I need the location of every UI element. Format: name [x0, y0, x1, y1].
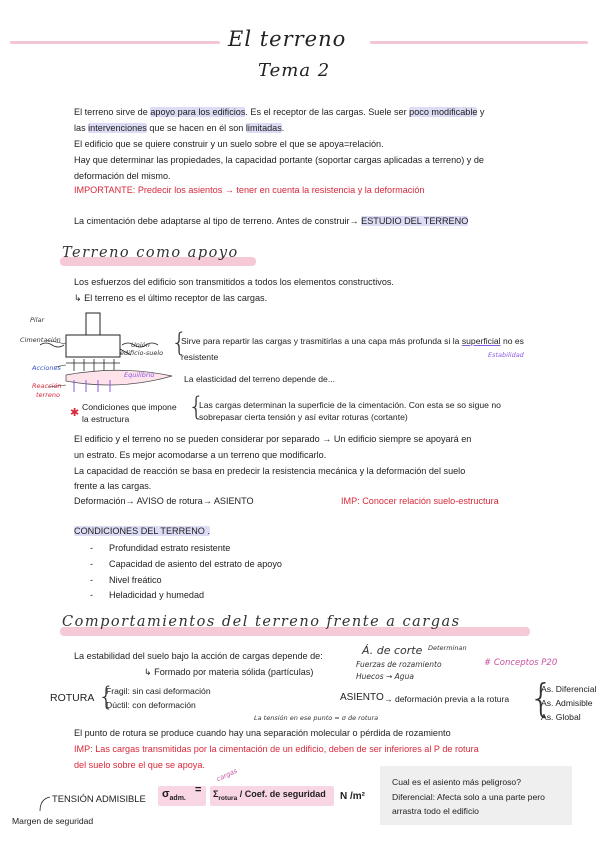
brace-rotura: { [98, 682, 115, 712]
cargas-note: cargas [215, 766, 239, 784]
section2-line-1: La estabilidad del suelo bajo la acción de cargas depende de: [74, 651, 323, 661]
section1-para-1: El edificio y el terreno no se pueden considerar por separado → Un edificio siempre se apoyará en [74, 434, 472, 444]
diagram-label-reaccion: Reacción [32, 382, 62, 390]
conceptos-note: # Conceptos P20 [484, 658, 558, 668]
equilibrium-lens [66, 370, 172, 385]
brace1-line-a: Sirve para repartir las cargas y trasmitirlas a una capa más profunda si la superficial no es [181, 336, 524, 346]
determinan-note: Determinan [428, 644, 467, 652]
brace-1: { [171, 328, 188, 358]
huecos-note: Huecos → Agua [356, 672, 414, 681]
imp-cargas-1: IMP: Las cargas transmitidas por la cimentación de un edificio, deben de ser inferiores al P de rotura [74, 744, 479, 754]
margen-label: Margen de seguridad [12, 816, 94, 826]
asterisk-icon: ✱ [70, 407, 80, 419]
intro-important: IMPORTANTE: Predecir los asientos → tener en cuenta la resistencia y la deformación [74, 185, 425, 195]
imp-relacion: IMP: Conocer relación suelo-estructura [341, 496, 499, 506]
diagram-label-terreno: terreno [36, 391, 60, 399]
condiciones-item-1: - Profundidad estrato resistente [90, 543, 231, 553]
fragil-text: Fragil: sin casi deformación [106, 686, 211, 696]
fuerzas-note: Fuerzas de rozamiento [356, 660, 442, 669]
header-rule-right [370, 41, 588, 44]
estabilidad-note: Estabilidad [488, 351, 524, 359]
section1-line-2: ↳ El terreno es el último receptor de las cargas. [74, 293, 268, 303]
diagram-label-acciones: Acciones [32, 364, 61, 372]
condiciones-label: Condiciones que impone [82, 402, 177, 412]
asiento-type-2: As. Admisible [541, 698, 593, 708]
load-arrows [74, 359, 114, 371]
footing-shape [66, 335, 120, 357]
punto-rotura: El punto de rotura se produce cuando hay una separación molecular o pérdida de rozamiento [74, 728, 451, 738]
formula-sigma: $\sigma_{adm.}$ [162, 788, 186, 803]
asiento-def: → deformación previa a la rotura [384, 694, 510, 704]
formula-rhs: $\Sigma_{rotura}$ / Coef. de seguridad [213, 789, 326, 802]
condiciones-label-2: la estructura [82, 414, 130, 424]
formula-equals: = [195, 784, 202, 796]
pillar-shape [86, 313, 100, 335]
brace2-line-a: Las cargas determinan la superficie de la cimentación. Con esta se so sigue no [199, 400, 501, 410]
section1-para-4: frente a las cargas. [74, 481, 152, 491]
imp-cargas-2: del suelo sobre el que se apoya. [74, 760, 205, 770]
rotura-label: ROTURA [50, 692, 95, 704]
angulo-corte: Á. de corte [362, 644, 423, 657]
intro-line-4: Hay que determinar las propiedades, la capacidad portante (soportar cargas aplicadas a terreno) y de [74, 155, 484, 165]
qa-question: Cual es el asiento más peligroso? [392, 777, 521, 787]
section2-line-2: ↳ Formado por materia sólida (partículas) [144, 667, 314, 677]
diagram-label-equilibrio: Equilibrio [124, 371, 155, 379]
asiento-type-1: As. Diferencial [541, 684, 597, 694]
brace-asiento: { [529, 676, 554, 720]
diagram-label-union2: edificio-suelo [120, 349, 164, 357]
ductil-text: Dúctil: con deformación [106, 700, 196, 710]
condiciones-title: CONDICIONES DEL TERRENO . [74, 526, 210, 536]
elasticidad-text: La elasticidad del terreno depende de... [184, 374, 335, 384]
asiento-type-3: As. Global [541, 712, 581, 722]
qa-answer-2: arrastra todo el edificio [392, 806, 479, 816]
tension-note: La tensión en ese punto = σ de rotura [254, 714, 379, 722]
section1-line-1: Los esfuerzos del edificio son transmitidos a todos los elementos constructivos. [74, 277, 394, 287]
page-subtitle: Tema 2 [258, 60, 331, 81]
section1-para-2: un estrato. Es mejor acomodarse a un terreno que modificarlo. [74, 450, 327, 460]
diagram-label-cimentacion: Cimentación [20, 336, 61, 344]
asiento-label: ASIENTO [340, 692, 384, 703]
margen-arrow-icon [36, 793, 54, 813]
intro-line-2: las intervenciones que se hacen en él son limitadas. [74, 123, 285, 133]
section2-title: Comportamientos del terreno frente a cargas [62, 614, 461, 630]
qa-answer-1: Diferencial: Afecta solo a una parte pero [392, 792, 545, 802]
brace-2: { [188, 392, 205, 422]
formula-units: N /m² [340, 791, 365, 802]
section1-para-3: La capacidad de reacción se basa en predecir la resistencia mecánica y la deformación del suelo [74, 466, 466, 476]
tension-admisible: TENSIÓN ADMISIBLE [52, 793, 146, 804]
brace1-line-c: resistente [181, 352, 219, 362]
diagram-label-pilar: Pilar [30, 316, 45, 324]
intro-line-5: deformación del mismo. [74, 171, 171, 181]
intro-line-3: El edificio que se quiere construir y un suelo sobre el que se apoya=relación. [74, 139, 384, 149]
deformacion-line: Deformación→ AVISO de rotura→ ASIENTO [74, 496, 254, 506]
intro-cimentacion: La cimentación debe adaptarse al tipo de terreno. Antes de construir→ ESTUDIO DEL TERRENO [74, 216, 469, 226]
page-title: El terreno [228, 27, 347, 51]
header-rule-left [10, 41, 220, 44]
condiciones-item-3: - Nivel freático [90, 575, 162, 585]
brace2-line-b: sobrepasar cierta tensión y así evitar roturas (cortante) [199, 412, 408, 422]
section1-title: Terreno como apoyo [62, 245, 239, 261]
condiciones-item-2: - Capacidad de asiento del estrato de apoyo [90, 559, 282, 569]
condiciones-item-4: - Heladicidad y humedad [90, 590, 205, 600]
intro-line-1: El terreno sirve de apoyo para los edificios. Es el receptor de las cargas. Suele ser poco modificable y [74, 107, 485, 117]
diagram-label-union: Unión [131, 341, 150, 349]
